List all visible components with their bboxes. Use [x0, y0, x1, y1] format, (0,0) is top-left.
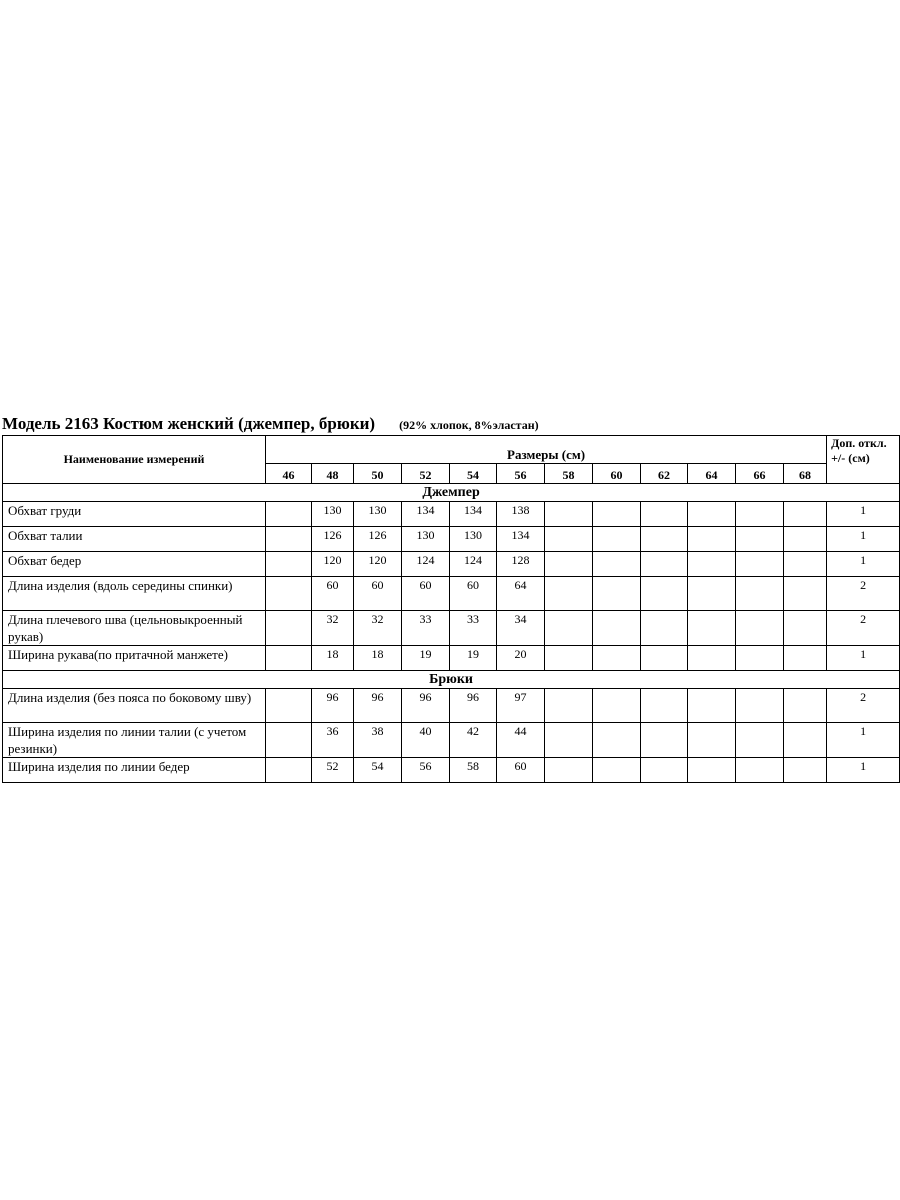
measurement-value: 60: [354, 577, 402, 611]
measurement-row: [3, 552, 900, 577]
size-header-cell: 60: [593, 464, 641, 484]
measurement-tolerance: 1: [827, 646, 900, 671]
size-header-cell: 68: [784, 464, 827, 484]
measurement-value: 60: [312, 577, 354, 611]
measurement-value: 36: [312, 723, 354, 758]
measurement-value: [641, 646, 688, 671]
measurement-value: [784, 611, 827, 646]
measurement-value: 32: [312, 611, 354, 646]
size-header-cell: 52: [402, 464, 450, 484]
measurement-row: [3, 527, 900, 552]
measurement-value: [545, 646, 593, 671]
measurement-value: 138: [497, 502, 545, 527]
measurement-value: [688, 502, 736, 527]
measurement-value: [593, 527, 641, 552]
measurement-value: [736, 723, 784, 758]
measurement-value: 134: [497, 527, 545, 552]
measurement-value: 130: [354, 502, 402, 527]
measurement-value: 96: [402, 689, 450, 723]
measurement-tolerance: 2: [827, 689, 900, 723]
measurement-tolerance: 1: [827, 758, 900, 783]
measurement-value: 18: [312, 646, 354, 671]
measurement-name: Длина изделия (без пояса по боковому шву): [3, 689, 266, 723]
measurement-value: 130: [402, 527, 450, 552]
measurement-row: [3, 758, 900, 783]
measurement-value: [545, 577, 593, 611]
measurement-tolerance: 1: [827, 552, 900, 577]
measurement-value: 126: [312, 527, 354, 552]
fabric-composition: (92% хлопок, 8%эластан): [399, 418, 539, 432]
measurement-value: [545, 723, 593, 758]
measurement-row: [3, 646, 900, 671]
header-sizes: Размеры (см): [266, 436, 827, 464]
measurement-value: 60: [402, 577, 450, 611]
measurement-row: [3, 502, 900, 527]
measurement-value: [266, 502, 312, 527]
measurement-name: Обхват талии: [3, 527, 266, 552]
measurement-row: [3, 577, 900, 611]
measurement-value: 124: [402, 552, 450, 577]
measurement-value: [545, 611, 593, 646]
measurement-value: [641, 758, 688, 783]
measurement-value: 130: [312, 502, 354, 527]
measurement-value: 33: [402, 611, 450, 646]
measurement-value: [688, 758, 736, 783]
measurement-value: [545, 502, 593, 527]
measurement-value: 128: [497, 552, 545, 577]
measurement-value: [688, 723, 736, 758]
measurement-value: [641, 577, 688, 611]
measurement-value: [736, 758, 784, 783]
measurement-value: [641, 552, 688, 577]
measurement-value: [593, 758, 641, 783]
measurement-value: [266, 723, 312, 758]
size-header-cell: 64: [688, 464, 736, 484]
measurement-value: 19: [402, 646, 450, 671]
measurement-tolerance: 2: [827, 611, 900, 646]
measurement-value: 32: [354, 611, 402, 646]
measurement-value: 38: [354, 723, 402, 758]
measurement-value: [593, 502, 641, 527]
measurement-value: 120: [312, 552, 354, 577]
measurement-value: 64: [497, 577, 545, 611]
section-title: Брюки: [3, 671, 900, 689]
header-tolerance: Доп. откл. +/- (см): [827, 436, 900, 484]
measurement-value: [688, 552, 736, 577]
measurement-value: 58: [450, 758, 497, 783]
measurement-value: 97: [497, 689, 545, 723]
measurement-value: 42: [450, 723, 497, 758]
measurement-value: 44: [497, 723, 545, 758]
measurement-value: [736, 689, 784, 723]
measurement-value: [784, 723, 827, 758]
measurement-value: [784, 758, 827, 783]
measurement-value: [784, 502, 827, 527]
measurement-value: [545, 552, 593, 577]
size-header-cell: 62: [641, 464, 688, 484]
measurement-row: [3, 611, 900, 646]
measurement-value: 134: [450, 502, 497, 527]
size-header-cell: 48: [312, 464, 354, 484]
measurement-row: [3, 689, 900, 723]
measurement-value: [641, 689, 688, 723]
size-header-cell: 58: [545, 464, 593, 484]
measurement-value: [593, 552, 641, 577]
size-header-cell: 54: [450, 464, 497, 484]
measurement-value: [736, 552, 784, 577]
measurement-value: 60: [450, 577, 497, 611]
measurement-value: [688, 646, 736, 671]
measurement-value: 96: [354, 689, 402, 723]
measurement-value: [688, 527, 736, 552]
measurement-value: [641, 502, 688, 527]
measurement-value: [266, 646, 312, 671]
measurement-value: [545, 527, 593, 552]
measurement-value: [784, 577, 827, 611]
title-line: [2, 414, 899, 434]
measurement-name: Длина изделия (вдоль середины спинки): [3, 577, 266, 611]
measurement-value: 52: [312, 758, 354, 783]
measurement-value: [688, 577, 736, 611]
measurement-value: [266, 577, 312, 611]
measurement-value: [784, 646, 827, 671]
model-title: Модель 2163 Костюм женский (джемпер, брюки): [2, 414, 376, 433]
table-body: [3, 484, 900, 783]
measurement-value: 56: [402, 758, 450, 783]
measurement-name: Обхват бедер: [3, 552, 266, 577]
measurement-value: 130: [450, 527, 497, 552]
measurement-value: [641, 723, 688, 758]
section-row: [3, 484, 900, 502]
size-table: [2, 435, 900, 783]
measurement-row: [3, 723, 900, 758]
measurement-value: [266, 552, 312, 577]
measurement-value: [545, 758, 593, 783]
size-header-cell: 46: [266, 464, 312, 484]
measurement-value: [266, 527, 312, 552]
measurement-value: 96: [312, 689, 354, 723]
measurement-value: [545, 689, 593, 723]
measurement-value: [736, 502, 784, 527]
measurement-value: 124: [450, 552, 497, 577]
table-header: [3, 436, 900, 484]
measurement-tolerance: 1: [827, 502, 900, 527]
measurement-value: [784, 527, 827, 552]
measurement-value: 134: [402, 502, 450, 527]
measurement-name: Ширина изделия по линии бедер: [3, 758, 266, 783]
section-title: Джемпер: [3, 484, 900, 502]
measurement-value: 60: [497, 758, 545, 783]
measurement-value: 33: [450, 611, 497, 646]
measurement-value: 19: [450, 646, 497, 671]
measurement-value: 120: [354, 552, 402, 577]
measurement-value: [688, 611, 736, 646]
measurement-value: 126: [354, 527, 402, 552]
measurement-value: 40: [402, 723, 450, 758]
measurement-value: 34: [497, 611, 545, 646]
measurement-value: [736, 527, 784, 552]
measurement-value: [593, 611, 641, 646]
measurement-value: [641, 527, 688, 552]
measurement-value: [593, 723, 641, 758]
measurement-value: [736, 646, 784, 671]
measurement-value: [736, 611, 784, 646]
measurement-value: 54: [354, 758, 402, 783]
size-chart-document: [2, 414, 899, 783]
size-header-cell: 66: [736, 464, 784, 484]
measurement-value: [593, 646, 641, 671]
measurement-value: [688, 689, 736, 723]
size-header-cell: 50: [354, 464, 402, 484]
header-measurement-name: Наименование измерений: [3, 436, 266, 484]
measurement-value: [593, 577, 641, 611]
measurement-value: [641, 611, 688, 646]
measurement-value: [266, 611, 312, 646]
measurement-tolerance: 1: [827, 527, 900, 552]
measurement-value: [736, 577, 784, 611]
measurement-name: Обхват груди: [3, 502, 266, 527]
measurement-name: Ширина рукава(по притачной манжете): [3, 646, 266, 671]
measurement-tolerance: 1: [827, 723, 900, 758]
measurement-value: 18: [354, 646, 402, 671]
measurement-value: [784, 552, 827, 577]
measurement-value: 96: [450, 689, 497, 723]
measurement-value: [266, 689, 312, 723]
section-row: [3, 671, 900, 689]
measurement-tolerance: 2: [827, 577, 900, 611]
measurement-value: [266, 758, 312, 783]
measurement-value: [593, 689, 641, 723]
measurement-name: Длина плечевого шва (цельновыкроенный рукав): [3, 611, 266, 646]
measurement-value: [784, 689, 827, 723]
measurement-name: Ширина изделия по линии талии (с учетом резинки): [3, 723, 266, 758]
measurement-value: 20: [497, 646, 545, 671]
size-header-cell: 56: [497, 464, 545, 484]
